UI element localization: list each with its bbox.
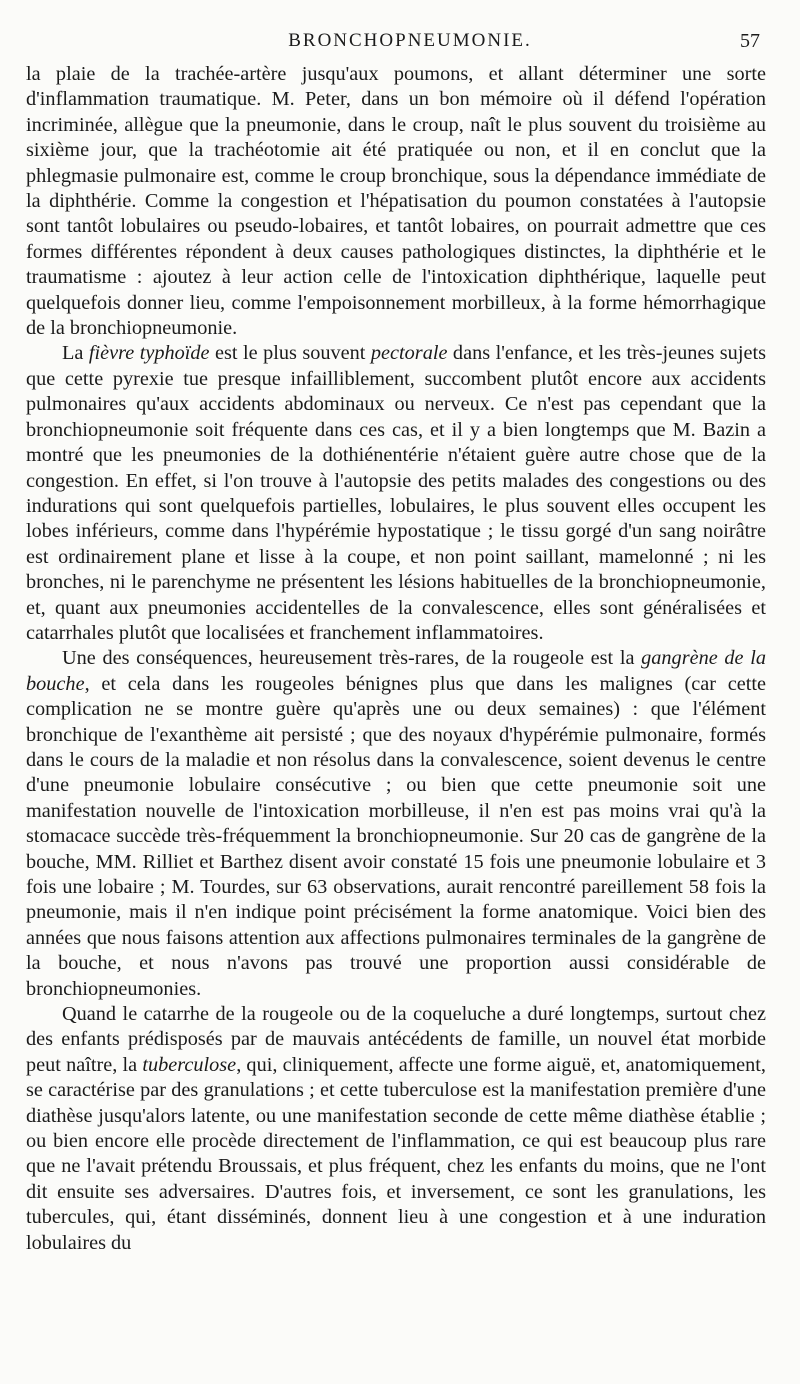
paragraph-4 — [26, 1002, 766, 1256]
text-run: , qui, cliniquement, affecte une forme aiguë, et, anatomiquement, se caractérise par des granulations ; et cette tuberculose est la manifestation première d'une diathèse jusqu'alors latente, ou une manifestation seconde de cette même diathèse établie ; ou bien encore elle procède directement de l'inflammation, ce qui est beaucoup plus rare que ne l'avait prétendu Broussais, et plus fréquent, chez les enfants du moins, que ne l'ont dit ensuite ses adversaires. D'autres fois, et inversement, ce sont les granulations, les tubercules, qui, étant disséminés, donnent lieu à une congestion et à une induration lobulaires du — [26, 1053, 766, 1254]
text-run: Quand le catarrhe de la rougeole ou de la coqueluche a duré longtemps, surtout chez des enfants prédisposés par de mauvais antécédents de famille, un nouvel état morbide peut naître, la — [26, 1003, 766, 1076]
text-run: dans l'enfance, et les très-jeunes sujets que cette pyrexie tue presque infailliblement, succombent plutôt encore aux accidents pulmonaires qu'aux accidents abdominaux ou nerveux. Ce n'est pas cependant que la bronchiopneumonie soit fréquente dans ces cas, et il y a bien longtemps que M. Bazin a montré que les pneumonies de la dothiénentérie n'étaient guère autre chose que de la congestion. En effet, si l'on trouve à l'autopsie des petits malades des congestions ou des indurations qui sont quelquefois partielles, lobulaires, le plus souvent elles occupent les lobes inférieurs, comme dans l'hypérémie hypostatique ; le tissu gorgé d'un sang noirâtre est ordinairement plane et lisse à la coupe, et non point saillant, mamelonné ; ni les bronches, ni le parenchyme ne présentent les lésions habituelles de la bronchiopneumonie, et, quant aux pneumonies accidentelles de la convalescence, elles sont généralisées et catarrhales plutôt que localisées et franchement inflammatoires. — [26, 342, 766, 644]
text-run: , et cela dans les rougeoles bénignes plus que dans les malignes (car cette complication ne se montre guère qu'après une ou deux semaines) : que l'élément bronchique de l'exanthème ait persisté ; que des noyaux d'hypérémie pulmonaire, formés dans le cours de la maladie et non résolus dans la convalescence, soient devenus le centre d'une pneumonie lobulaire consécutive ; ou bien que cette pneumonie soit une manifestation nouvelle de l'intoxication morbilleuse, il n'en est pas moins vrai qu'à la stomacace succède très-fréquemment la bronchiopneumonie. Sur 20 cas de gangrène de la bouche, MM. Rilliet et Barthez disent avoir constaté 15 fois une pneumonie lobulaire et 3 fois une lobaire ; M. Tourdes, sur 63 observations, aurait rencontré pareillement 58 fois la pneumonie, mais il n'en indique point précisément la forme anatomique. Voici bien des années que nous faisons attention aux affections pulmonaires terminales de la gangrène de la bouche, et nous n'avons pas trouvé une proportion aussi considérable de bronchiopneumonies. — [26, 672, 766, 1000]
italic-term: tuberculose — [142, 1053, 237, 1076]
paragraph-2 — [26, 341, 766, 646]
paragraph-1 — [26, 62, 766, 341]
text-run: la plaie de la trachée-artère jusqu'aux poumons, et allant déterminer une sorte d'inflammation traumatique. M. Peter, dans un bon mémoire où il défend l'opération incriminée, allègue que la pneumonie, dans le croup, naît le plus souvent du troisième au sixième jour, que la trachéotomie ait été pratiquée ou non, et il en conclut que la phlegmasie pulmonaire est, comme le croup bronchique, sous la dépendance immédiate de la diphthérie. Comme la congestion et l'hépatisation du poumon constatées à l'autopsie sont tantôt lobulaires ou pseudo-lobaires, et tantôt lobaires, on pourrait admettre que ces formes différentes répondent à deux causes pathologiques distinctes, la diphthérie et le traumatisme : ajoutez à leur action celle de l'intoxication diphthérique, laquelle peut quelquefois donner lieu, comme l'empoisonnement morbilleux, à la forme hémorrhagique de la bronchiopneumonie. — [26, 63, 766, 340]
body-text — [26, 62, 766, 1256]
text-run: est le plus souvent — [209, 342, 371, 365]
italic-term: gangrène de la bouche — [26, 647, 766, 695]
paragraph-3 — [26, 646, 766, 1002]
page-number: 57 — [740, 30, 760, 52]
text-run: La — [62, 342, 89, 365]
text-run: Une des conséquences, heureusement très-rares, de la rougeole est la — [62, 647, 642, 670]
italic-term: fièvre typhoïde — [88, 342, 210, 365]
italic-term: pectorale — [370, 342, 448, 365]
running-title: BRONCHOPNEUMONIE. — [288, 30, 532, 51]
running-head — [60, 28, 760, 58]
